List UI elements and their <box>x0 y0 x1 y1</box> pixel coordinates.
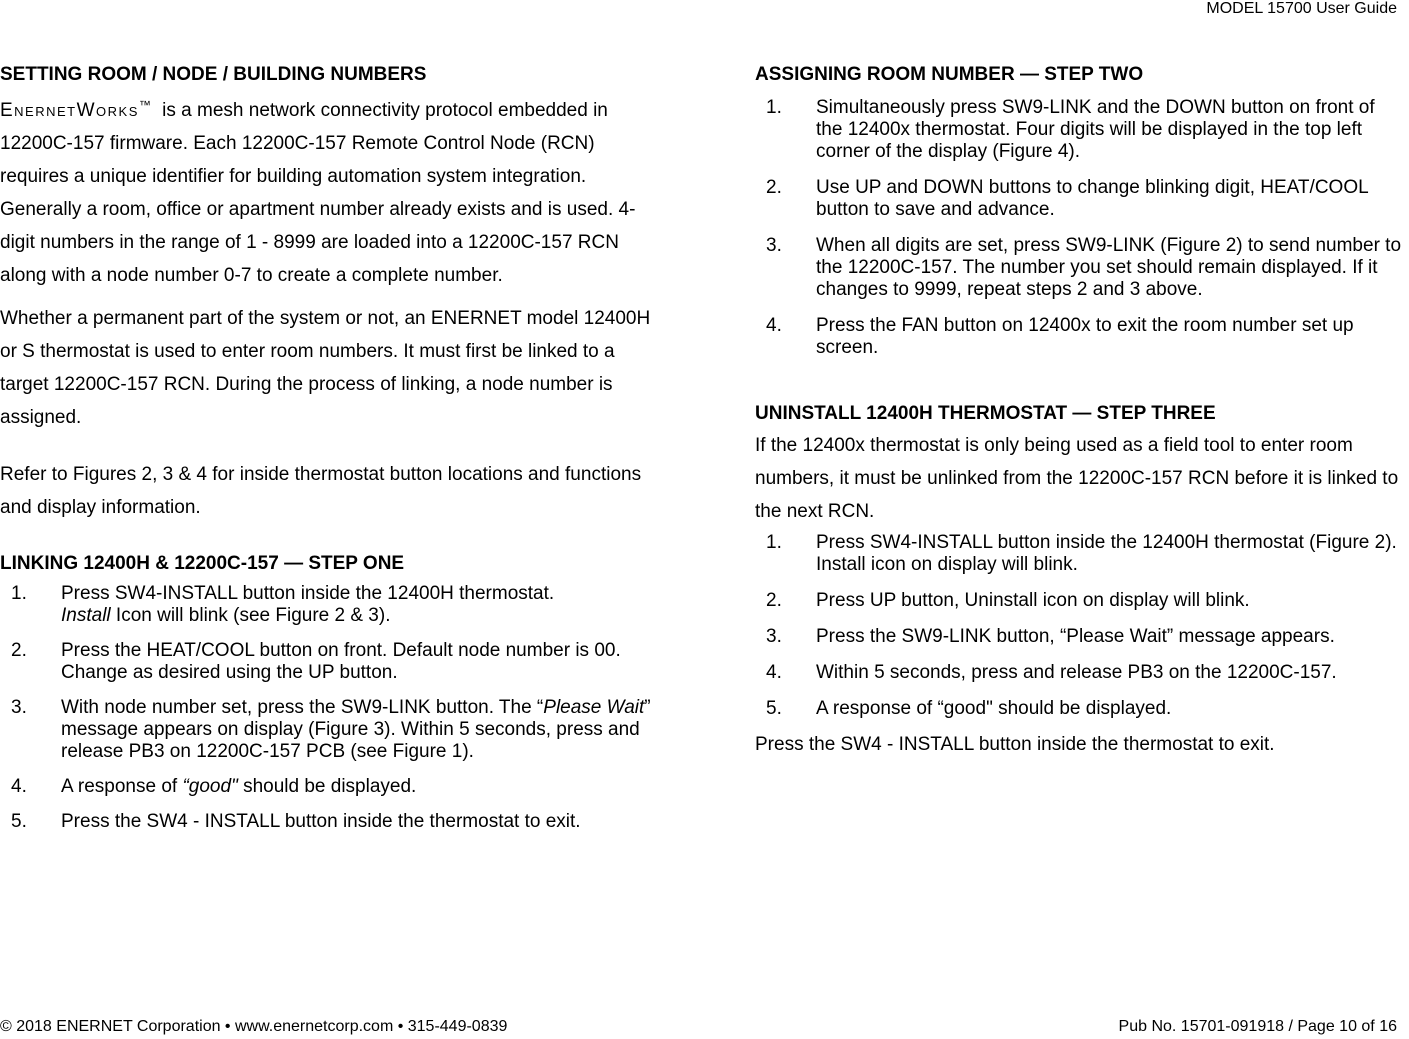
list-item <box>755 97 1405 163</box>
step-text: Press SW4-INSTALL button inside the 12400H thermostat (Figure 2). Install icon on display will blink. <box>816 532 1397 575</box>
step-number: 4. <box>766 662 782 683</box>
step-text: A response of “good" should be displayed. <box>816 698 1172 719</box>
footer-copyright: © 2018 ENERNET Corporation • www.enernetcorp.com • 315-449-0839 <box>0 1018 508 1035</box>
step-text: Press the FAN button on 12400x to exit the room number set up screen. <box>816 315 1354 358</box>
list-item <box>0 811 660 833</box>
step-text: should be displayed. <box>237 776 417 797</box>
section-heading-uninstall: UNINSTALL 12400H THERMOSTAT — STEP THREE <box>755 403 1216 424</box>
header-title: MODEL 15700 User Guide <box>1206 0 1397 17</box>
step-number: 1. <box>766 532 782 553</box>
assigning-steps-list <box>755 97 1405 359</box>
uninstall-intro: If the 12400x thermostat is only being used as a field tool to enter room numbers, it must be unlinked from the 12200C-157 RCN before it is linked to the next RCN. <box>755 435 1399 522</box>
step-number: 5. <box>766 698 782 719</box>
list-item <box>0 776 660 798</box>
list-item <box>755 235 1405 301</box>
step-text: ” message appears on display (Figure 3). Within 5 seconds, press and release PB3 on 12200C-157 PCB (see Figure 1). <box>61 697 651 762</box>
list-item <box>755 177 1405 221</box>
step-number: 2. <box>766 177 782 198</box>
step-text: With node number set, press the SW9-LINK button. The “ <box>61 697 544 718</box>
step-text: Press the HEAT/COOL button on front. Default node number is 00. Change as desired using the UP button. <box>61 640 621 683</box>
step-text: Icon will blink (see Figure 2 & 3). <box>110 605 391 626</box>
step-text-italic: “good" <box>182 776 238 797</box>
step-text: Press SW4-INSTALL button inside the 12400H thermostat. <box>61 583 555 604</box>
list-item <box>755 590 1405 612</box>
list-item <box>755 315 1405 359</box>
list-item <box>755 532 1405 576</box>
step-text: Press the SW9-LINK button, “Please Wait” message appears. <box>816 626 1335 647</box>
paragraph-thermostat: Whether a permanent part of the system or not, an ENERNET model 12400H or S thermostat is used to enter room numbers. It must first be linked to a target 12200C-157 RCN. During the process of linking, a node number is assigned. <box>0 308 651 428</box>
list-item <box>0 697 660 763</box>
step-text: A response of <box>61 776 183 797</box>
step-text: Within 5 seconds, press and release PB3 on the 12200C-157. <box>816 662 1337 683</box>
step-number: 3. <box>766 235 782 256</box>
list-item <box>755 626 1405 648</box>
footer-pub-number: Pub No. 15701-091918 / Page 10 of 16 <box>1118 1018 1397 1035</box>
brand-name: EnernetWorks <box>0 100 139 121</box>
list-item <box>755 662 1405 684</box>
section-heading-room-numbers: SETTING ROOM / NODE / BUILDING NUMBERS <box>0 64 427 85</box>
step-number: 1. <box>11 583 27 604</box>
intro-text: is a mesh network connectivity protocol embedded in 12200C-157 firmware. Each 12200C-157 Remote Control Node (RCN) requires a unique identifier for building automation system integration. Generally a room, office or apartment number already exists and is used. 4-digit numbers in the range of 1 - 8999 are loaded into a 12200C-157 RCN along with a node number 0-7 to create a complete number. <box>0 100 636 286</box>
step-text-italic: Please Wait <box>543 697 645 718</box>
uninstall-steps-list <box>755 532 1405 720</box>
section-heading-linking: LINKING 12400H & 12200C-157 — STEP ONE <box>0 553 405 574</box>
list-item <box>755 698 1405 720</box>
list-item <box>0 640 660 684</box>
intro-paragraph <box>0 89 660 292</box>
left-column <box>0 62 660 833</box>
step-number: 4. <box>11 776 27 797</box>
right-column <box>755 62 1405 761</box>
uninstall-outro: Press the SW4 - INSTALL button inside the thermostat to exit. <box>755 734 1275 755</box>
step-text: Use UP and DOWN buttons to change blinking digit, HEAT/COOL button to save and advance. <box>816 177 1368 220</box>
step-number: 3. <box>11 697 27 718</box>
step-text: Press UP button, Uninstall icon on display will blink. <box>816 590 1250 611</box>
step-number: 4. <box>766 315 782 336</box>
linking-steps-list <box>0 583 660 833</box>
step-text: When all digits are set, press SW9-LINK (Figure 2) to send number to the 12200C-157. The number you set should remain displayed. If it changes to 9999, repeat steps 2 and 3 above. <box>816 235 1402 300</box>
step-number: 2. <box>11 640 27 661</box>
trademark-symbol: ™ <box>138 98 151 112</box>
step-number: 2. <box>766 590 782 611</box>
step-text: Press the SW4 - INSTALL button inside the thermostat to exit. <box>61 811 581 832</box>
step-text: Simultaneously press SW9-LINK and the DOWN button on front of the 12400x thermostat. Four digits will be displayed in the top left corner of the display (Figure 4). <box>816 97 1375 162</box>
step-number: 1. <box>766 97 782 118</box>
section-heading-assigning: ASSIGNING ROOM NUMBER — STEP TWO <box>755 64 1144 85</box>
step-text-italic: Install <box>61 605 111 626</box>
paragraph-figures: Refer to Figures 2, 3 & 4 for inside thermostat button locations and functions and display information. <box>0 464 642 518</box>
step-number: 3. <box>766 626 782 647</box>
list-item <box>0 583 660 627</box>
step-number: 5. <box>11 811 27 832</box>
